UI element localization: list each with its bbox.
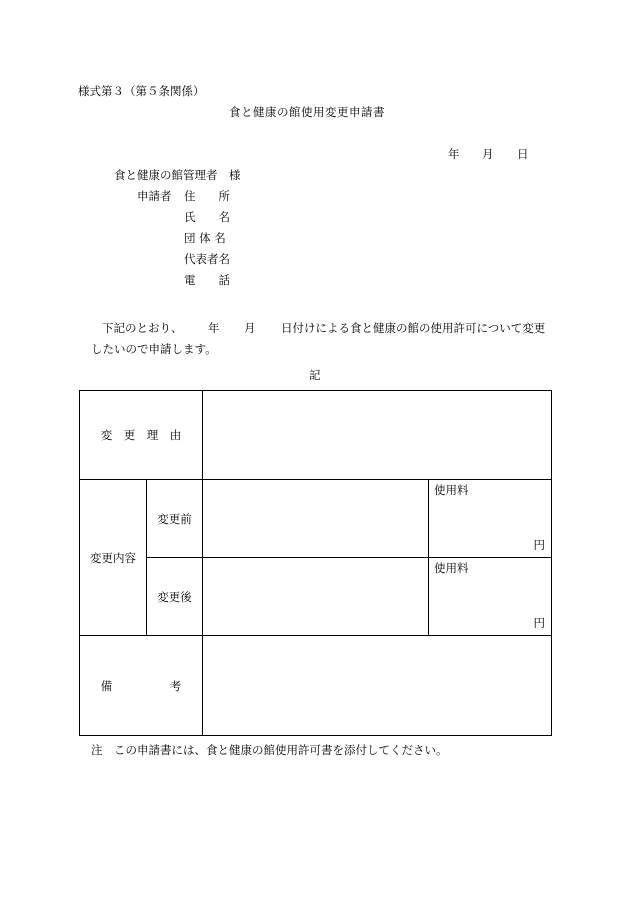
page-title: 食と健康の館使用変更申請書 [229, 105, 385, 119]
after-fee-cell[interactable] [429, 558, 552, 636]
reason-input-cell[interactable] [203, 391, 552, 480]
change-request-table [79, 390, 552, 736]
after-input-cell[interactable] [203, 558, 429, 636]
content-label-cell [80, 480, 147, 636]
body-line1-prefix: 下記のとおり、 [102, 321, 183, 335]
date-month: 月 [482, 147, 494, 161]
applicant-address-label: 住 所 [184, 189, 230, 203]
remarks-label: 備 考 [100, 678, 182, 693]
attachment-note: 注 この申請書には、食と健康の館使用許可書を添付してください。 [91, 743, 448, 757]
before-label: 変更前 [157, 511, 192, 526]
remarks-input-cell[interactable] [203, 636, 552, 736]
ki-heading: 記 [309, 368, 321, 382]
applicant-name-label: 氏 名 [184, 210, 230, 224]
content-label: 変更内容 [90, 550, 136, 565]
body-line2: したいので申請します。 [91, 342, 217, 356]
body-line1-year: 年 [208, 321, 220, 335]
before-fee-label: 使用料 [434, 483, 469, 497]
before-yen-unit: 円 [533, 538, 545, 552]
applicant-representative-label: 代表者名 [184, 252, 230, 266]
form-number: 様式第３（第５条関係） [78, 84, 205, 98]
before-input-cell[interactable] [203, 480, 429, 558]
remarks-label-cell [80, 636, 203, 736]
after-label: 変更後 [157, 589, 192, 604]
date-day: 日 [517, 147, 529, 161]
reason-label: 変 更 理 由 [100, 428, 182, 442]
body-line1-month: 月 [244, 321, 256, 335]
after-fee-label: 使用料 [434, 561, 469, 575]
before-label-cell [147, 480, 203, 558]
applicant-group-label: 団 体 名 [184, 231, 226, 245]
reason-label-cell [80, 391, 203, 480]
after-yen-unit: 円 [533, 616, 545, 630]
body-line1-suffix: 日付けによる食と健康の館の使用許可について変更 [281, 321, 546, 335]
date-year: 年 [448, 147, 460, 161]
applicant-label: 申請者 [137, 189, 172, 203]
before-fee-cell[interactable] [429, 480, 552, 558]
after-label-cell [147, 558, 203, 636]
applicant-phone-label: 電 話 [184, 273, 230, 287]
addressee: 食と健康の館管理者 様 [114, 168, 241, 182]
